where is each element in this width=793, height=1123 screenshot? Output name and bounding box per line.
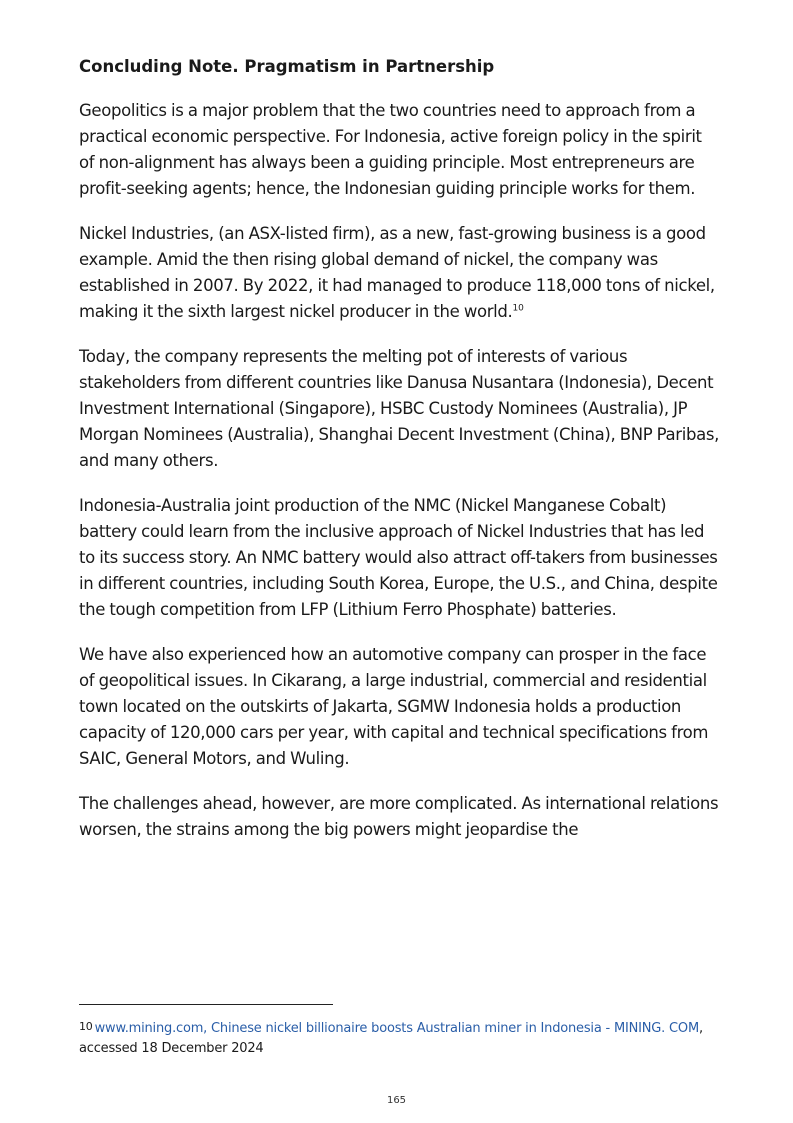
footnote	[79, 1017, 724, 1059]
footnote-divider	[79, 1004, 333, 1005]
footnote-number: 10	[79, 1020, 93, 1033]
footnote-reference[interactable]: 10	[512, 303, 524, 314]
footnote-link[interactable]: www.mining.com, Chinese nickel billionaire boosts Australian miner in Indonesia - MINING. COM	[94, 1021, 699, 1036]
page-number: 165	[386, 1095, 407, 1106]
paragraph-3: Today, the company represents the melting pot of interests of various stakeholders from different countries like Danusa Nusantara (Indonesia), Decent Investment International (Singapore), HSBC Custody Nominees (Australia), JP Morgan Nominees (Australia), Shanghai Decent Investment (China), BNP Paribas, and many others.	[79, 347, 719, 470]
paragraph-1: Geopolitics is a major problem that the two countries need to approach from a practical economic perspective. For Indonesia, active foreign policy in the spirit of non-alignment has always been a guiding principle. Most entrepreneurs are profit-seeking agents; hence, the Indonesian guiding principle works for them.	[79, 101, 702, 198]
paragraph-6: The challenges ahead, however, are more complicated. As international relations worsen, the strains among the big powers might jeopardise the	[79, 794, 719, 839]
footnote-suffix: , accessed 18 December 2024	[79, 1021, 703, 1056]
section-heading: Concluding Note. Pragmatism in Partnership	[79, 57, 495, 76]
page-body	[79, 56, 719, 862]
paragraph-2	[79, 221, 719, 325]
paragraph-2-text: Nickel Industries, (an ASX-listed firm), as a new, fast-growing business is a good example. Amid the then rising global demand of nickel, the company was established in 2007. By 2022, it had managed to produce 118,000 tons of nickel, making it the sixth largest nickel producer in the world.	[79, 224, 715, 321]
paragraph-5: We have also experienced how an automotive company can prosper in the face of geopolitical issues. In Cikarang, a large industrial, commercial and residential town located on the outskirts of Jakarta, SGMW Indonesia holds a production capacity of 120,000 cars per year, with capital and technical specifications from SAIC, General Motors, and Wuling.	[79, 645, 709, 768]
paragraph-4: Indonesia-Australia joint production of the NMC (Nickel Manganese Cobalt) battery could learn from the inclusive approach of Nickel Industries that has led to its success story. An NMC battery would also attract off-takers from businesses in different countries, including South Korea, Europe, the U.S., and China, despite the tough competition from LFP (Lithium Ferro Phosphate) batteries.	[79, 496, 718, 619]
